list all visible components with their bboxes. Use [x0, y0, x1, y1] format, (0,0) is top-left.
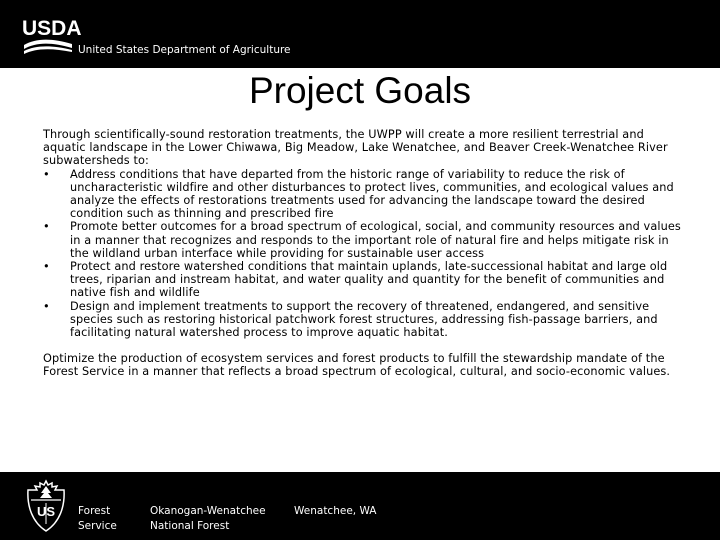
bullet-icon: • [43, 220, 50, 234]
list-item [43, 220, 683, 260]
svg-text:USDA: USDA [22, 17, 82, 40]
list-item-text: Promote better outcomes for a broad spectrum of ecological, social, and community resources and values in a manner that recognizes and responds to the important role of natural fire and helps mitigate risk in the wildland urban interface while providing for sustainable user access [70, 220, 681, 260]
footer-location: Wenatchee, WA [294, 505, 377, 517]
list-item [43, 168, 683, 221]
footer-band [0, 472, 720, 540]
bullet-icon: • [43, 260, 50, 274]
forest-service-shield-icon [24, 480, 68, 532]
department-name: United States Department of Agriculture [78, 44, 291, 56]
bullet-icon: • [43, 167, 50, 181]
list-item-text: Protect and restore watershed conditions that maintain uplands, late-successional habitat and large old trees, riparian and instream habitat, and water quality and quantity for the benefit of communities and native fish and wildlife [70, 260, 668, 300]
slide-title: Project Goals [248, 70, 472, 111]
list-item [43, 300, 683, 340]
svg-text:US: US [36, 504, 56, 519]
list-item-text: Address conditions that have departed from the historic range of variability to reduce the risk of uncharacteristic wildfire and other disturbances to protect lives, communities, and ecological values and analyze the effects of restorations treatments used for advancing the landscape toward the desired condition such as thinning and prescribed fire [70, 167, 674, 221]
usda-logo [22, 14, 82, 54]
agency-line-2: Service [78, 520, 117, 532]
body-text [43, 128, 683, 379]
bullet-icon: • [43, 299, 50, 313]
forest-line-2: National Forest [150, 520, 230, 532]
footer-agency [78, 504, 117, 534]
intro-paragraph: Through scientifically-sound restoration treatments, the UWPP will create a more resilient terrestrial and aquatic landscape in the Lower Chiwawa, Big Meadow, Lake Wenatchee, and Beaver Creek-Wenatchee River subwatersheds to: [43, 128, 668, 168]
header-band [0, 0, 720, 68]
footer-forest-name [150, 504, 266, 534]
goals-list [43, 168, 683, 340]
list-item-text: Design and implement treatments to support the recovery of threatened, endangered, and sensitive species such as restoring historical patchwork forest structures, addressing fish-passage barriers, and facilitating natural watershed process to improve aquatic habitat. [70, 299, 658, 340]
closing-paragraph: Optimize the production of ecosystem services and forest products to fulfill the stewardship mandate of the Forest Service in a manner that reflects a broad spectrum of ecological, cultural, and socio-economic values. [43, 352, 671, 379]
list-item [43, 260, 683, 300]
agency-line-1: Forest [78, 505, 111, 517]
forest-line-1: Okanogan-Wenatchee [150, 505, 266, 517]
